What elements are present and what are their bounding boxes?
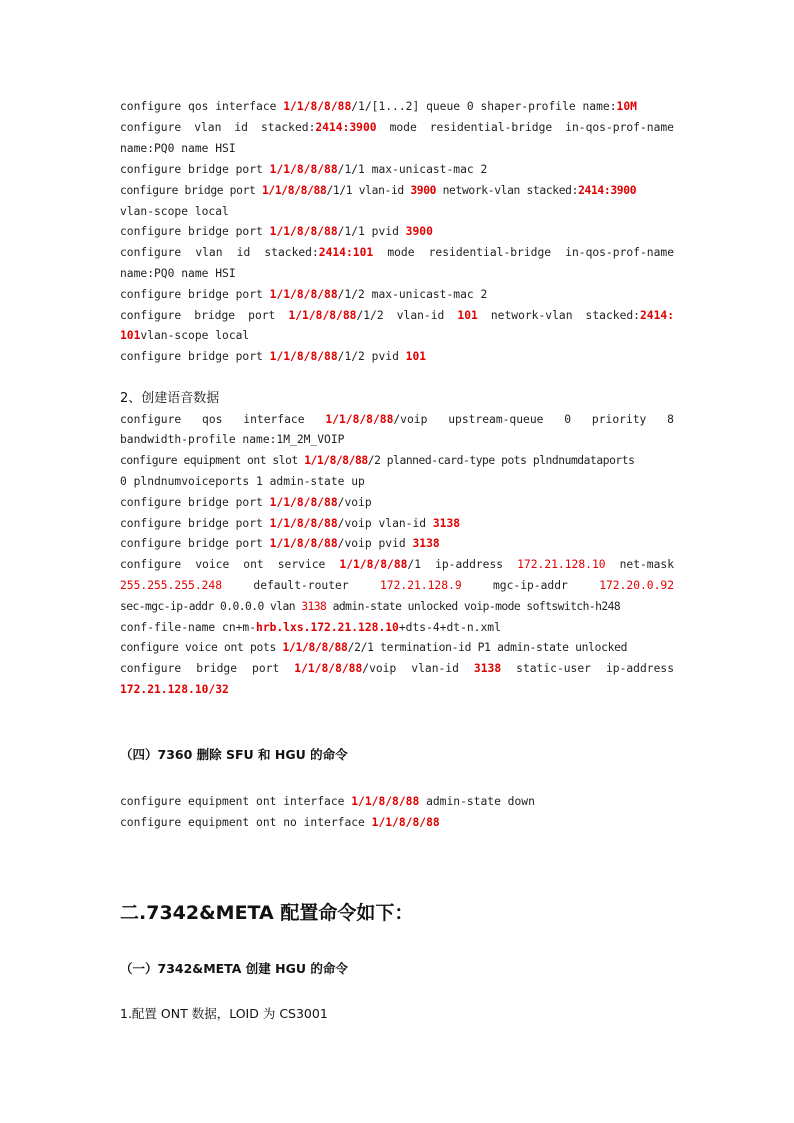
code-text: /voip vlan-id — [362, 662, 474, 675]
code-line — [120, 183, 674, 199]
port-id: 1/1/8/8/88 — [288, 309, 357, 322]
code-line — [120, 474, 674, 490]
code-text: vlan-scope local — [140, 329, 250, 342]
mgc-ip: 172.20.0.92 — [599, 579, 675, 592]
code-text: /1/1 max-unicast-mac 2 — [337, 163, 488, 176]
code-text: configure bridge port — [120, 288, 270, 301]
code-line — [120, 308, 674, 324]
code-text: name:PQ0 name HSI — [120, 142, 236, 155]
code-line — [120, 536, 674, 552]
code-line — [120, 287, 674, 303]
code-text: conf-file-name cn+m- — [120, 621, 257, 634]
code-text: /1/1 vlan-id — [326, 184, 411, 197]
code-line — [120, 432, 674, 448]
code-text: net-mask — [605, 558, 674, 571]
code-text: +dts-4+dt-n.xml — [398, 621, 501, 634]
code-text: /1 ip-address — [407, 558, 518, 571]
vlan-id: 101 — [405, 350, 427, 363]
port-id: 1/1/8/8/88 — [269, 225, 338, 238]
port-id: 1/1/8/8/88 — [269, 496, 338, 509]
code-text: /1/[1...2] queue 0 shaper-profile name: — [351, 100, 617, 113]
port-id: 1/1/8/8/88 — [325, 413, 394, 426]
code-text: vlan-scope local — [120, 205, 229, 218]
vlan-id: 2414:3900 — [315, 121, 377, 134]
code-text: configure equipment ont interface — [120, 795, 352, 808]
vlan-id: 3900 — [405, 225, 433, 238]
code-text: mode residential-bridge in-qos-prof-name — [373, 246, 674, 259]
code-line — [120, 794, 674, 810]
section-heading: 2、创建语音数据 — [120, 391, 220, 406]
code-text: /1/2 pvid — [337, 350, 406, 363]
code-text: configure bridge port — [120, 662, 295, 675]
code-text: configure bridge port — [120, 309, 289, 322]
code-text: configure vlan id stacked: — [120, 121, 316, 134]
code-line — [120, 224, 674, 240]
code-text: mgc-ip-addr — [461, 579, 600, 592]
code-line — [120, 599, 674, 615]
code-line — [120, 661, 674, 677]
router-ip: 172.21.128.9 — [380, 579, 462, 592]
code-text: configure vlan id stacked: — [120, 246, 319, 259]
code-text: configure bridge port — [120, 163, 270, 176]
code-text: configure bridge port — [120, 496, 270, 509]
code-text: configure qos interface — [120, 100, 284, 113]
code-text: configure equipment ont slot — [120, 454, 305, 467]
ip-address: 172.21.128.10/32 — [120, 683, 229, 696]
code-line — [120, 620, 674, 636]
port-id: 1/1/8/8/88 — [261, 184, 327, 197]
vlan-id: 3138 — [473, 662, 502, 675]
code-text: /1/2 max-unicast-mac 2 — [337, 288, 488, 301]
code-text: configure equipment ont no interface — [120, 816, 372, 829]
code-text: sec-mgc-ip-addr 0.0.0.0 vlan — [120, 600, 302, 613]
code-line — [120, 516, 674, 532]
vlan-id: 101 — [457, 309, 478, 322]
code-line — [120, 141, 674, 157]
port-id: 1/1/8/8/88 — [339, 558, 408, 571]
port-id: 1/1/8/8/88 — [351, 795, 420, 808]
port-id: 1/1/8/8/88 — [304, 454, 368, 467]
code-text: /2 planned-card-type pots plndnumdataports — [367, 454, 635, 467]
section-heading: （一）7342&META 创建 HGU 的命令 — [120, 961, 348, 976]
code-text: /2/1 termination-id P1 admin-state unlocked — [347, 641, 628, 654]
code-text: network-vlan stacked: — [436, 184, 579, 197]
code-line — [120, 495, 674, 511]
code-text: configure bridge port — [120, 537, 270, 550]
code-line — [120, 99, 674, 115]
code-line — [120, 557, 674, 573]
code-text: mode residential-bridge in-qos-prof-name — [376, 121, 674, 134]
code-text: admin-state down — [419, 795, 535, 808]
code-line — [120, 162, 674, 178]
code-line — [120, 815, 674, 831]
code-text: /voip pvid — [337, 537, 413, 550]
code-line — [120, 578, 674, 594]
port-id: 1/1/8/8/88 — [269, 288, 338, 301]
code-text: default-router — [222, 579, 380, 592]
code-text: configure bridge port — [120, 225, 270, 238]
code-text: /voip upstream-queue 0 priority 8 — [393, 413, 674, 426]
vlan-id: 3138 — [301, 600, 327, 613]
code-line — [120, 682, 674, 698]
port-id: 1/1/8/8/88 — [294, 662, 363, 675]
code-text: configure voice ont service — [120, 558, 340, 571]
code-line — [120, 245, 674, 261]
port-id: 1/1/8/8/88 — [269, 163, 338, 176]
code-text: configure bridge port — [120, 517, 270, 530]
code-text: static-user ip-address — [501, 662, 674, 675]
code-line — [120, 204, 674, 220]
code-text: configure bridge port — [120, 350, 270, 363]
code-text: /1/1 pvid — [337, 225, 406, 238]
code-line — [120, 120, 674, 136]
code-text: name:PQ0 name HSI — [120, 267, 236, 280]
config-file-host: hrb.lxs.172.21.128.10 — [256, 621, 399, 634]
code-text: configure qos interface — [120, 413, 326, 426]
port-id: 1/1/8/8/88 — [283, 100, 352, 113]
port-id: 1/1/8/8/88 — [282, 641, 348, 654]
code-text: /1/2 vlan-id — [356, 309, 458, 322]
vlan-id: 3138 — [412, 537, 440, 550]
list-item: 1.配置 ONT 数据，LOID 为 CS3001 — [120, 1006, 328, 1021]
vlan-id: 3900 — [410, 184, 437, 197]
code-text: network-vlan stacked: — [477, 309, 640, 322]
code-line — [120, 349, 674, 365]
code-line — [120, 640, 674, 656]
code-text: /voip — [337, 496, 372, 509]
vlan-id: 101 — [120, 329, 141, 342]
port-id: 1/1/8/8/88 — [269, 350, 338, 363]
code-line — [120, 453, 674, 469]
code-line — [120, 412, 674, 428]
vlan-id: 2414: — [639, 309, 674, 322]
port-id: 1/1/8/8/88 — [371, 816, 440, 829]
port-id: 1/1/8/8/88 — [269, 517, 338, 530]
code-text: admin-state unlocked voip-mode softswitch-h248 — [326, 600, 621, 613]
vlan-id: 2414:3900 — [578, 184, 637, 197]
code-line — [120, 266, 674, 282]
ip-address: 172.21.128.10 — [517, 558, 606, 571]
vlan-id: 2414:101 — [318, 246, 374, 259]
code-text: /voip vlan-id — [337, 517, 433, 530]
code-text: bandwidth-profile name:1M_2M_VOIP — [120, 433, 345, 446]
section-heading: （四）7360 删除 SFU 和 HGU 的命令 — [120, 747, 348, 762]
code-text: 0 plndnumvoiceports 1 admin-state up — [120, 475, 365, 488]
code-text: configure bridge port — [120, 184, 262, 197]
port-id: 1/1/8/8/88 — [269, 537, 338, 550]
net-mask: 255.255.255.248 — [120, 579, 223, 592]
code-line — [120, 328, 674, 344]
code-text: configure voice ont pots — [120, 641, 283, 654]
shaper-value: 10M — [616, 100, 637, 113]
chapter-heading: 二.7342&META 配置命令如下： — [120, 902, 414, 924]
vlan-id: 3138 — [432, 517, 461, 530]
